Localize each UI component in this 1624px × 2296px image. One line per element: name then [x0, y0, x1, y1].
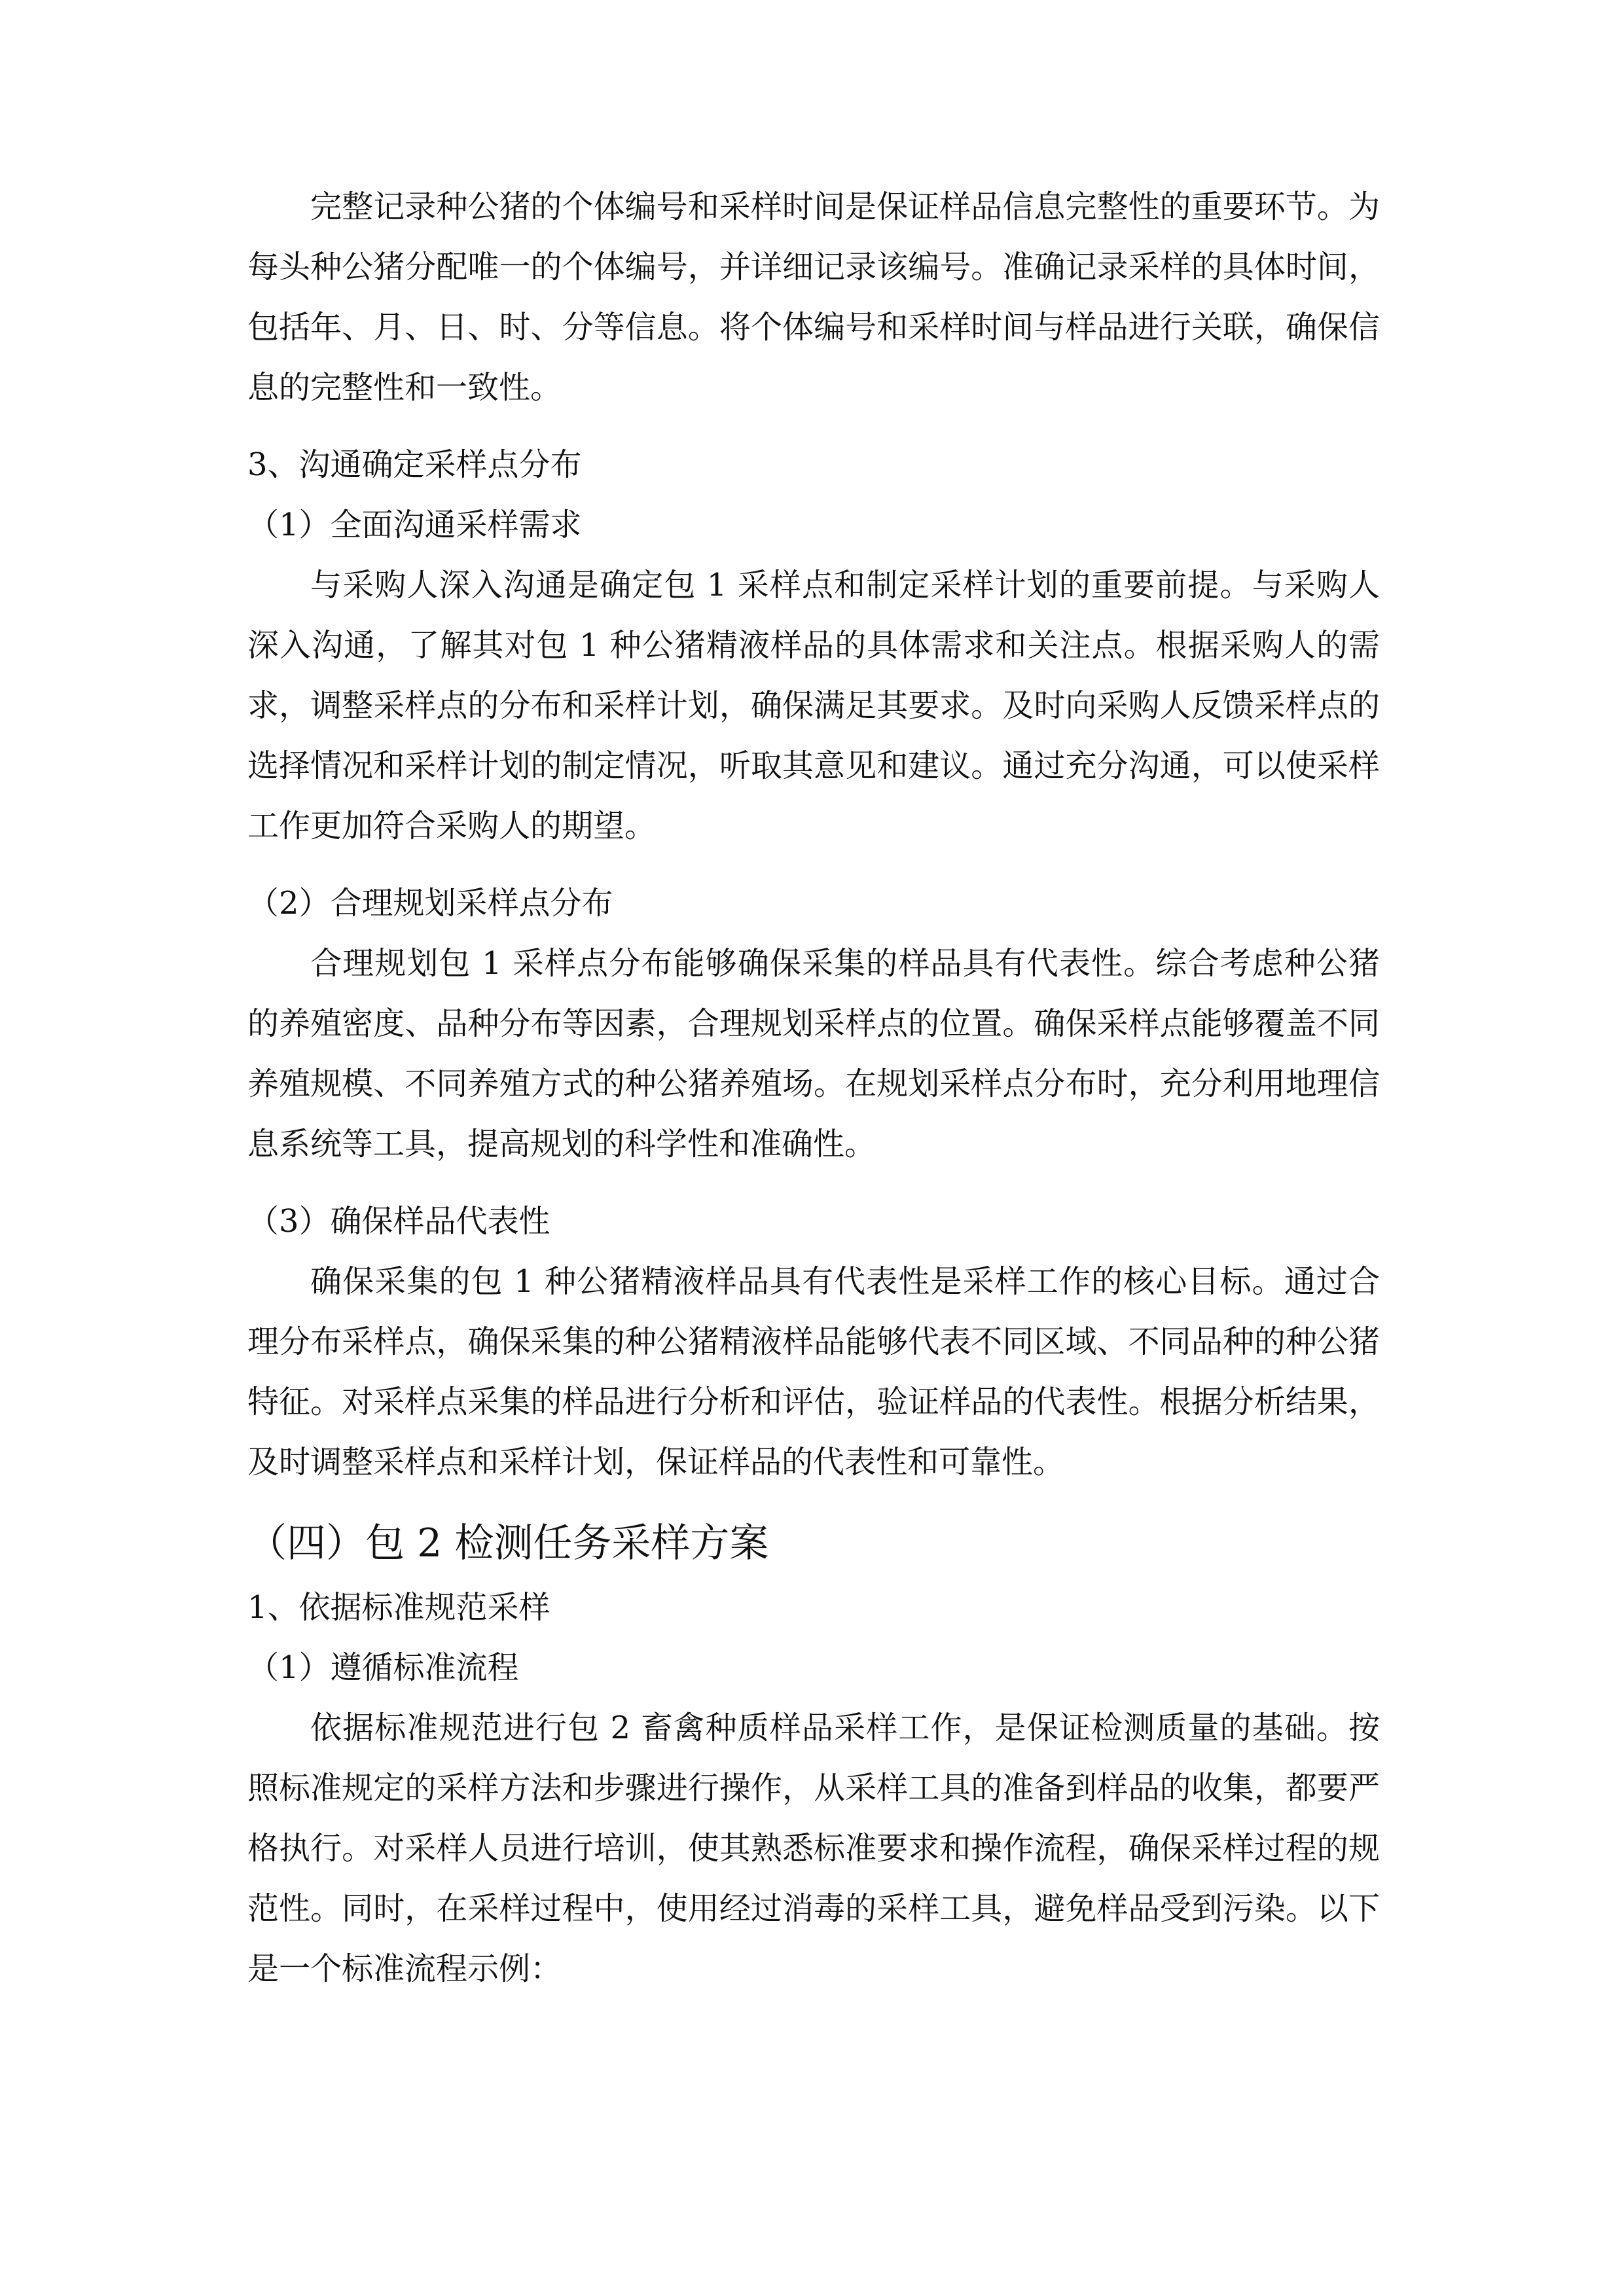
document-page	[247, 177, 1380, 1999]
subheading-1: （1）全面沟通采样需求	[247, 507, 582, 543]
section-heading-1: 1、依据标准规范采样	[247, 1589, 550, 1626]
paragraph-representativeness: 确保采集的包 1 种公猪精液样品具有代表性是采样工作的核心目标。通过合理分布采样点，确保采集的种公猪精液样品能够代表不同区域、不同品种的种公猪特征。对采样点采集的样品进行分析和评估，验证样品的代表性。根据分析结果，及时调整采样点和采样计划，保证样品的代表性和可靠性。	[247, 1263, 1380, 1480]
paragraph-planning: 合理规划包 1 采样点分布能够确保采集的样品具有代表性。综合考虑种公猪的养殖密度、品种分布等因素，合理规划采样点的位置。确保采样点能够覆盖不同养殖规模、不同养殖方式的种公猪养殖场。在规划采样点分布时，充分利用地理信息系统等工具，提高规划的科学性和准确性。	[247, 945, 1380, 1162]
subheading-3: （3）确保样品代表性	[247, 1203, 550, 1240]
subheading-standard-process: （1）遵循标准流程	[247, 1649, 519, 1686]
part-heading-4: （四）包 2 检测任务采样方案	[247, 1520, 769, 1566]
section-heading-3: 3、沟通确定采样点分布	[247, 446, 582, 483]
paragraph-standard-process: 依据标准规范进行包 2 畜禽种质样品采样工作，是保证检测质量的基础。按照标准规定的采样方法和步骤进行操作，从采样工具的准备到样品的收集，都要严格执行。对采样人员进行培训，使其熟悉标准要求和操作流程，确保采样过程的规范性。同时，在采样过程中，使用经过消毒的采样工具，避免样品受到污染。以下是一个标准流程示例：	[247, 1710, 1380, 1987]
subheading-2: （2）合理规划采样点分布	[247, 885, 613, 922]
paragraph-communication: 与采购人深入沟通是确定包 1 采样点和制定采样计划的重要前提。与采购人深入沟通，了解其对包 1 种公猪精液样品的具体需求和关注点。根据采购人的需求，调整采样点的分布和采样计划，确保满足其要求。及时向采购人反馈采样点的选择情况和采样计划的制定情况，听取其意见和建议。通过充分沟通，可以使采样工作更加符合采购人的期望。	[247, 567, 1380, 844]
paragraph-record-info: 完整记录种公猪的个体编号和采样时间是保证样品信息完整性的重要环节。为每头种公猪分配唯一的个体编号，并详细记录该编号。准确记录采样的具体时间，包括年、月、日、时、分等信息。将个体编号和采样时间与样品进行关联，确保信息的完整性和一致性。	[247, 188, 1380, 406]
